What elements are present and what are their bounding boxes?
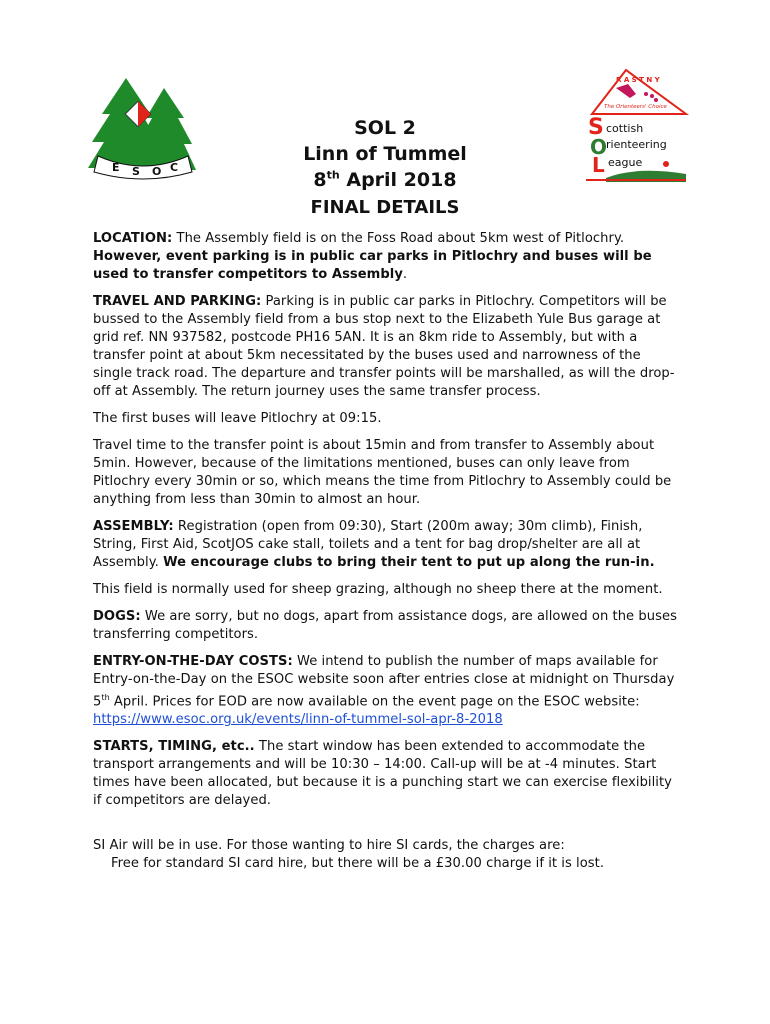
sol-word-scottish: cottish [606,122,644,135]
eod-label: ENTRY-ON-THE-DAY COSTS: [93,654,293,669]
dogs-label: DOGS: [93,609,141,624]
location-paragraph: LOCATION: The Assembly field is on the Foss Road about 5km west of Pitlochry. However, event parking is in public car parks in Pitlochry and buses will be used to transfer competitors to Assembly. [93,231,652,282]
location-label: LOCATION: [93,231,173,246]
esoc-letter-e: E [112,161,120,174]
details-body [93,230,683,873]
assembly-paragraph: ASSEMBLY: Registration (open from 09:30), Start (200m away; 30m climb), Finish, String, First Aid, ScotJOS cake stall, toilets and a tent for bag drop/shelter are all at Assembly. We encourage clubs to bring their tent to put up along the run-in. [93,519,655,570]
sol-word-orienteering: rienteering [606,138,667,151]
assembly-label: ASSEMBLY: [93,519,174,534]
sol-letter-s: S [588,115,604,140]
final-details-heading: FINAL DETAILS [310,197,460,218]
sol-letter-l: L [592,153,605,177]
title-series: SOL 2 [354,117,416,139]
starts-label: STARTS, TIMING, etc.. [93,739,255,755]
travel-paragraph: TRAVEL AND PARKING: Parking is in public car parks in Pitlochry. Competitors will be bussed to the Assembly field from a bus stop next to the Elizabeth Yule Bus garage at grid ref. NN 937582, postcode PH16 5AN. It is an 8km ride to Assembly, but with a transfer point at about 5km necessitated by the buses used and narrowness of the single track road. The departure and transfer points will be marshalled, as will the drop-off at Assembly. The return journey uses the same transfer process. [93,294,675,399]
location-bold-note: However, event parking is in public car parks in Pitlochry and buses will be used to transfer competitors to Assembly [93,249,652,282]
title-date: 8th April 2018 [313,168,457,191]
esoc-letter-s: S [132,165,140,178]
eod-paragraph: ENTRY-ON-THE-DAY COSTS: We intend to publish the number of maps available for Entry-on-the-Day on the ESOC website soon after entries close at midnight on Thursday 5th April. Prices for EOD are now available on the event page on the ESOC website: https://www.esoc.org.uk/events/linn-of-tummel-sol-apr-8-2018 [93,654,675,728]
sol-word-league: eague [608,156,643,169]
travel-time-paragraph: Travel time to the transfer point is about 15min and from transfer to Assembly about 5min. However, because of the limitations mentioned, buses can only leave from Pitlochry every 30min or so, which means the time from Pitlochry to Assembly could be anything from less than 30min to almost an hour. [93,438,672,507]
travel-label: TRAVEL AND PARKING: [93,294,262,309]
title-venue: Linn of Tummel [303,143,467,165]
esoc-letter-c: C [170,161,179,174]
sol-tagline: The Orienteers' Choice [604,104,667,110]
starts-paragraph: STARTS, TIMING, etc.. The start window has been extended to accommodate the transport arrangements and will be 10:30 – 14:00. Call-up will be at -4 minutes. Start times have been allocated, but because it is a punching start we can exercise flexibility if competitors are delayed. [93,739,672,809]
dogs-paragraph: DOGS: We are sorry, but no dogs, apart from assistance dogs, are allowed on the buses transferring competitors. [93,609,677,642]
sol-letter-o: O [590,135,608,159]
event-title [230,115,540,193]
sol-logo [586,68,690,182]
esoc-event-link[interactable]: https://www.esoc.org.uk/events/linn-of-tummel-sol-apr-8-2018 [93,712,503,728]
assembly-bold-note: We encourage clubs to bring their tent to put up along the run-in. [163,555,655,570]
si-line-2: Free for standard SI card hire, but there will be a £30.00 charge if it is lost. [111,856,605,872]
si-line-1: SI Air will be in use. For those wanting to hire SI cards, the charges are: [93,838,565,854]
first-buses-paragraph: The first buses will leave Pitlochry at 09:15. [93,411,382,426]
esoc-logo [88,76,198,186]
sheep-paragraph: This field is normally used for sheep grazing, although no sheep there at the moment. [93,582,663,597]
sol-top-text: R A S T N Y [616,76,660,84]
esoc-letter-o: O [152,165,162,178]
